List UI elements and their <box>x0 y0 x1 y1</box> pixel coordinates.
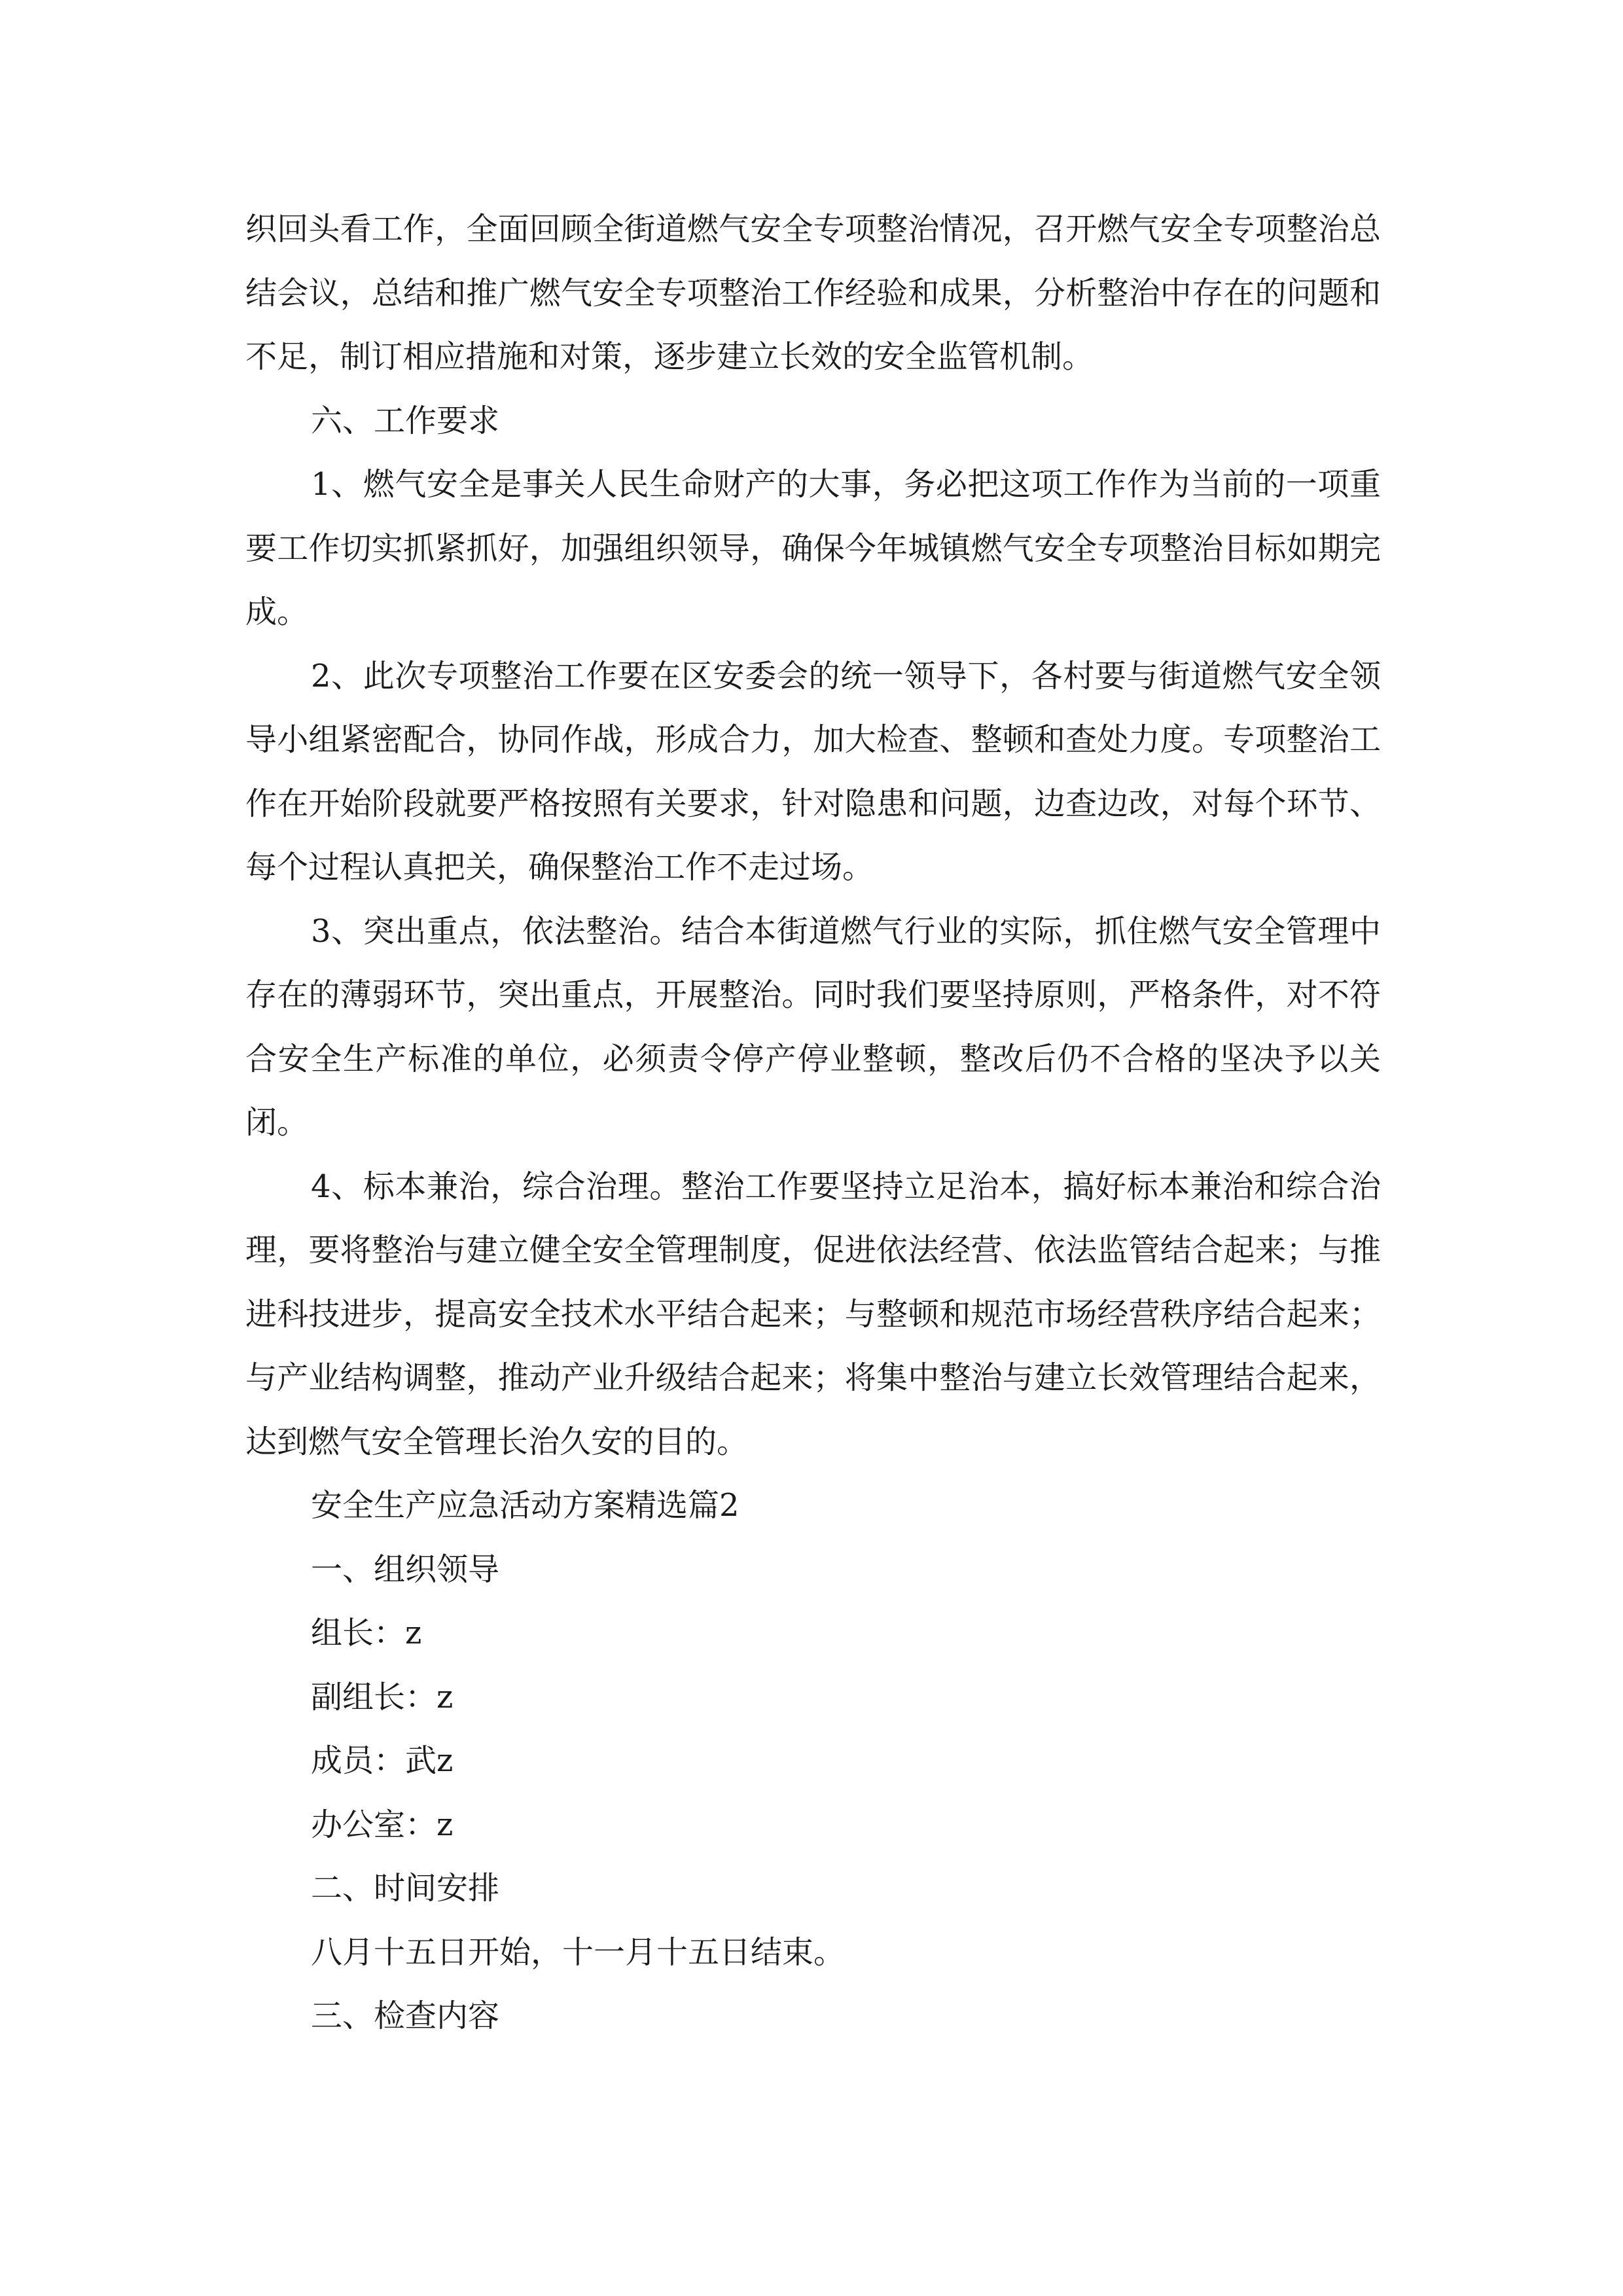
requirement-item-1: 1、燃气安全是事关人民生命财产的大事，务必把这项工作作为当前的一项重要工作切实抓紧抓好，加强组织领导，确保今年城镇燃气安全专项整治目标如期完成。 <box>245 466 1381 630</box>
requirement-item-2: 2、此次专项整治工作要在区安委会的统一领导下，各村要与街道燃气安全领导小组紧密配合，协同作战，形成合力，加大检查、整顿和查处力度。专项整治工作在开始阶段就要严格按照有关要求，针对隐患和问题，边查边改，对每个环节、每个过程认真把关，确保整治工作不走过场。 <box>245 657 1381 886</box>
team-members: 成员：武z <box>311 1742 454 1779</box>
section-heading-organization: 一、组织领导 <box>311 1551 500 1588</box>
section-heading-inspection-content: 三、检查内容 <box>311 1998 500 2034</box>
section-heading-schedule: 二、时间安排 <box>311 1870 500 1907</box>
deputy-team-leader: 副组长：z <box>311 1678 454 1715</box>
document-body <box>245 198 1381 2049</box>
requirement-item-3: 3、突出重点，依法整治。结合本街道燃气行业的实际，抓住燃气安全管理中存在的薄弱环节，突出重点，开展整治。同时我们要坚持原则，严格条件，对不符合安全生产标准的单位，必须责令停产停业整顿，整改后仍不合格的坚决予以关闭。 <box>245 912 1381 1141</box>
paragraph-continuation: 织回头看工作，全面回顾全街道燃气安全专项整治情况，召开燃气安全专项整治总结会议，总结和推广燃气安全专项整治工作经验和成果，分析整治中存在的问题和不足，制订相应措施和对策，逐步建立长效的安全监管机制。 <box>245 211 1381 375</box>
team-leader: 组长：z <box>311 1615 422 1651</box>
schedule-dates: 八月十五日开始，十一月十五日结束。 <box>311 1933 846 1971</box>
section-heading-work-requirements: 六、工作要求 <box>311 402 500 439</box>
office: 办公室：z <box>311 1806 454 1843</box>
requirement-item-4: 4、标本兼治，综合治理。整治工作要坚持立足治本，搞好标本兼治和综合治理，要将整治与建立健全安全管理制度，促进依法经营、依法监管结合起来；与推进科技进步，提高安全技术水平结合起来；与整顿和规范市场经营秩序结合起来；与产业结构调整，推动产业升级结合起来；将集中整治与建立长效管理结合起来，达到燃气安全管理长治久安的目的。 <box>245 1168 1381 1460</box>
article-title: 安全生产应急活动方案精选篇2 <box>311 1487 740 1524</box>
